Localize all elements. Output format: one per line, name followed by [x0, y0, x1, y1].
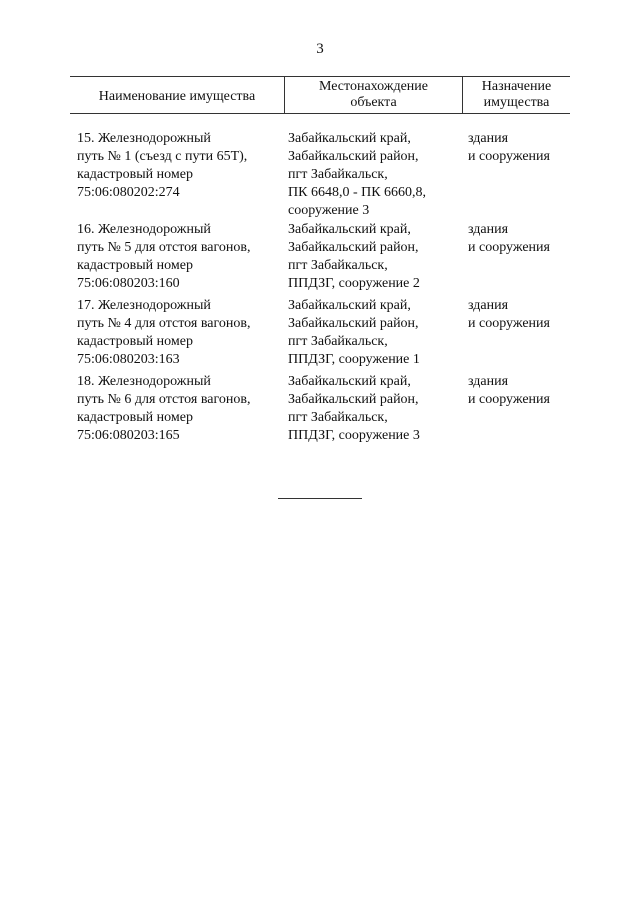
property-name-cell — [77, 221, 282, 293]
cell-line: пгт Забайкальск, — [288, 258, 388, 273]
purpose-cell — [468, 130, 570, 166]
location-cell — [288, 297, 460, 369]
cell-line: путь № 6 для отстоя вагонов, — [77, 392, 251, 407]
table-row — [70, 221, 570, 297]
header-line: Назначение — [481, 79, 552, 94]
property-name-cell — [77, 297, 282, 369]
table-row — [70, 130, 570, 221]
cell-line: Забайкальский район, — [288, 240, 419, 255]
cell-line: сооружение 3 — [288, 203, 370, 218]
header-purpose — [463, 77, 570, 113]
purpose-cell — [468, 297, 570, 333]
cell-line: Забайкальский район, — [288, 316, 419, 331]
cell-line: ППДЗГ, сооружение 2 — [288, 276, 420, 291]
property-name-cell — [77, 130, 282, 202]
location-cell — [288, 373, 460, 445]
cell-line: пгт Забайкальск, — [288, 410, 388, 425]
cell-line: и сооружения — [468, 392, 550, 407]
location-cell — [288, 221, 460, 293]
cell-line: 75:06:080203:163 — [77, 352, 180, 367]
table-row — [70, 297, 570, 373]
cell-line: 75:06:080203:165 — [77, 428, 180, 443]
cell-line: путь № 1 (съезд с пути 65Т), — [77, 149, 248, 164]
cell-line: здания — [468, 222, 509, 237]
cell-line: кадастровый номер — [77, 258, 193, 273]
table-row — [70, 373, 570, 449]
cell-line: ПК 6648,0 - ПК 6660,8, — [288, 185, 427, 200]
cell-line: 75:06:080203:160 — [77, 276, 180, 291]
cell-line: 17. Железнодорожный — [77, 298, 211, 313]
cell-line: и сооружения — [468, 149, 550, 164]
cell-line: кадастровый номер — [77, 410, 193, 425]
cell-line: кадастровый номер — [77, 334, 193, 349]
cell-line: пгт Забайкальск, — [288, 334, 388, 349]
header-line: Наименование имущества — [98, 89, 256, 104]
header-line: имущества — [483, 95, 550, 110]
cell-line: и сооружения — [468, 316, 550, 331]
cell-line: Забайкальский район, — [288, 149, 419, 164]
cell-line: 15. Железнодорожный — [77, 131, 211, 146]
cell-line: Забайкальский край, — [288, 374, 411, 389]
cell-line: Забайкальский край, — [288, 298, 411, 313]
purpose-cell — [468, 373, 570, 409]
property-table — [70, 76, 570, 443]
cell-line: Забайкальский край, — [288, 131, 411, 146]
cell-line: ППДЗГ, сооружение 1 — [288, 352, 420, 367]
cell-line: и сооружения — [468, 240, 550, 255]
header-location — [285, 77, 462, 113]
cell-line: 18. Железнодорожный — [77, 374, 211, 389]
property-name-cell — [77, 373, 282, 445]
cell-line: 75:06:080202:274 — [77, 185, 180, 200]
purpose-cell — [468, 221, 570, 257]
table-body — [70, 130, 570, 449]
cell-line: Забайкальский край, — [288, 222, 411, 237]
header-line: объекта — [350, 95, 397, 110]
cell-line: путь № 5 для отстоя вагонов, — [77, 240, 251, 255]
cell-line: здания — [468, 298, 509, 313]
table-header — [70, 76, 570, 114]
cell-line: здания — [468, 131, 509, 146]
cell-line: путь № 4 для отстоя вагонов, — [77, 316, 251, 331]
cell-line: пгт Забайкальск, — [288, 167, 388, 182]
page-number: 3 — [316, 41, 324, 57]
end-of-document-rule — [278, 498, 362, 499]
location-cell — [288, 130, 460, 220]
cell-line: Забайкальский район, — [288, 392, 419, 407]
header-property-name — [70, 77, 284, 113]
cell-line: здания — [468, 374, 509, 389]
cell-line: ППДЗГ, сооружение 3 — [288, 428, 420, 443]
cell-line: 16. Железнодорожный — [77, 222, 211, 237]
cell-line: кадастровый номер — [77, 167, 193, 182]
header-line: Местонахождение — [318, 79, 428, 94]
